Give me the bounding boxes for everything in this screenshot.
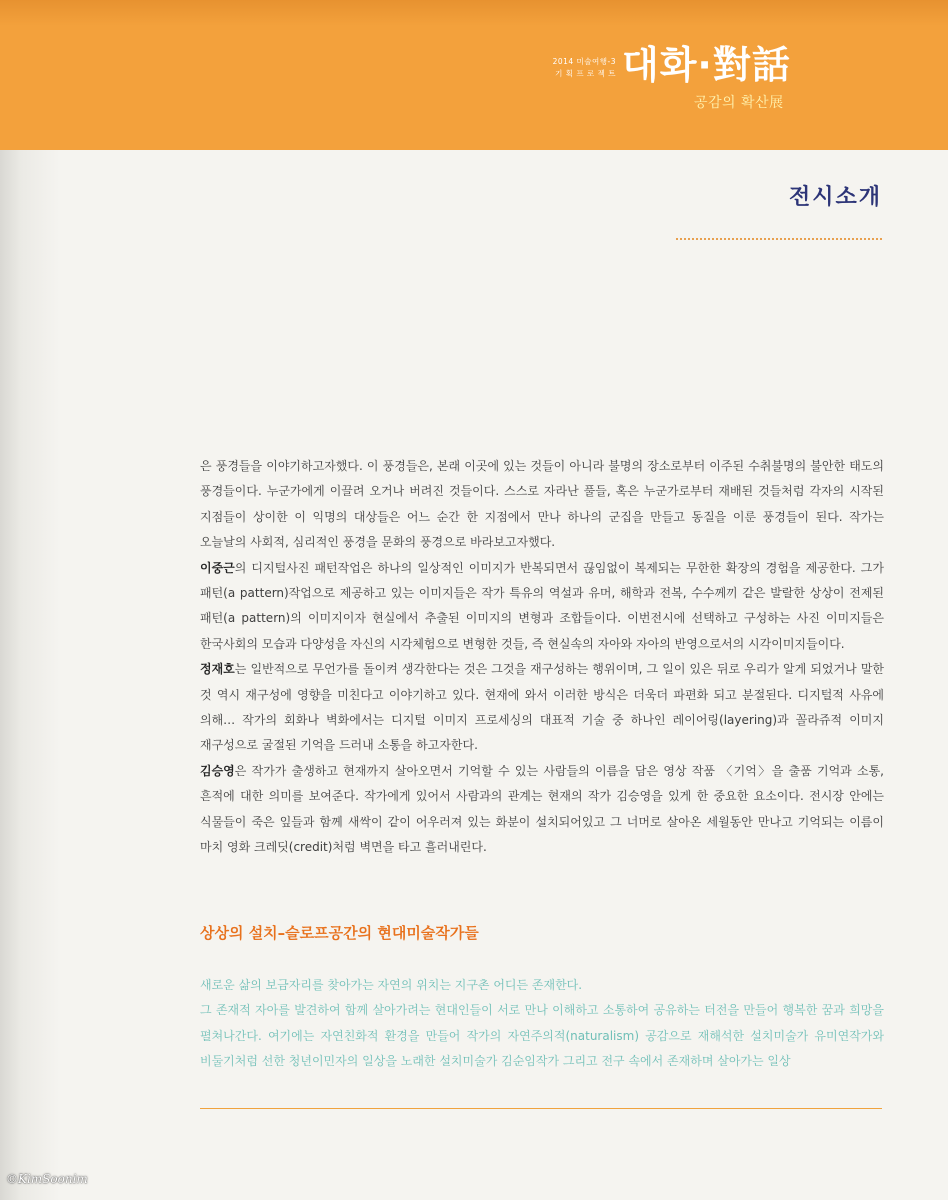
subsection-paragraph: 그 존재적 자아를 발견하여 함께 살아가려는 현대인들이 서로 만나 이해하고 소통하여 공유하는 터전을 만들어 행복한 꿈과 희망을 펼쳐나간다. 여기에는 자연친화적 환경을 만들어 작가의 자연주의적(naturalism) 공감으로 재해석한 설치미술가 유미연작가와 비둘기처럼 선한 청년이민자의 일상을 노래한 설치미술가 김순임작가 그리고 전구 속에서 존재하며 살아가는 일상 — [200, 1003, 884, 1069]
bottom-divider — [200, 1108, 882, 1109]
paragraph-artist — [200, 759, 884, 861]
paragraph-text: 의 디지털사진 패턴작업은 하나의 일상적인 이미지가 반복되면서 끊임없이 복제되는 무한한 확장의 경험을 제공한다. 그가 패턴(a pattern)작업으로 제공하고 있는 이미지들은 작가 특유의 역설과 유머, 해학과 전복, 수수께끼 같은 발랄한 상상이 전제된 패턴(a pattern)의 이미지이자 현실에서 추출된 이미지의 변형과 조합들이다. 이번전시에 선택하고 구성하는 사진 이미지들은 한국사회의 모습과 다양성을 자신의 시각체험으로 변형한 것들, 즉 현실속의 자아와 자아의 반영으로서의 시각이미지들이다. — [200, 560, 884, 651]
exhibition-brand — [498, 44, 878, 124]
paragraph-text: 는 일반적으로 무언가를 돌이켜 생각한다는 것은 그것을 재구성하는 행위이며, 그 일이 있은 뒤로 우리가 알게 되었거나 말한 것 역시 재구성에 영향을 미친다고 이야기하고 있다. 현재에 와서 이러한 방식은 더욱더 파편화 되고 분절된다. 디지털적 사유에 의해… 작가의 회화나 벽화에서는 디지털 이미지 프로세싱의 대표적 기술 중 하나인 레이어링(layering)과 꼴라쥬적 이미지 재구성으로 굴절된 기억을 드러내 소통을 하고자한다. — [200, 662, 884, 753]
artist-name: 정재호 — [200, 662, 235, 677]
header-banner — [0, 0, 948, 150]
paragraph-text: 은 작가가 출생하고 현재까지 살아오면서 기억할 수 있는 사람들의 이름을 담은 영상 작품 〈기억〉을 출품 기억과 소통, 흔적에 대한 의미를 보여준다. 작가에게 있어서 사람과의 관계는 현재의 작가 김승영을 있게 한 중요한 요소이다. 전시장 안에는 식물들이 죽은 잎들과 함께 새싹이 같이 어우러져 있는 화분이 설치되어있고 그 너머로 살아온 세월동안 만나고 기억되는 이름이 마치 영화 크레딧(credit)처럼 벽면을 타고 흘러내린다. — [200, 763, 884, 855]
subsection-heading: 상상의 설치–슬로프공간의 현대미술작가들 — [200, 924, 479, 942]
section-heading: 전시소개 — [788, 185, 882, 210]
paragraph-artist — [200, 556, 884, 658]
series-label — [498, 56, 616, 80]
banner-edge — [0, 0, 948, 26]
artist-name: 이중근 — [200, 560, 235, 575]
series-line-2: 기 획 프 로 젝 트 — [555, 69, 616, 78]
exhibition-subtitle: 공감의 확산展 — [694, 95, 784, 111]
artist-name: 김승영 — [200, 763, 235, 778]
paragraph-artist — [200, 657, 884, 759]
body-text — [200, 454, 884, 861]
photo-credit-watermark: ©KimSoonim — [6, 1172, 88, 1186]
subsection-paragraph: 새로운 삶의 보금자리를 찾아가는 자연의 위치는 지구촌 어디든 존재한다. — [200, 978, 583, 992]
page-gutter-shadow — [0, 0, 60, 1200]
exhibition-title: 대화·對話 — [622, 43, 791, 87]
paragraph-intro — [200, 454, 884, 556]
paragraph-text: 은 풍경들을 이야기하고자했다. 이 풍경들은, 본래 이곳에 있는 것들이 아니라 불명의 장소로부터 이주된 수취불명의 불안한 태도의 풍경들이다. 누군가에게 이끌려 오거나 버려진 것들이다. 스스로 자라난 풀들, 혹은 누군가로부터 재배된 것들처럼 각자의 시작된 지점들이 상이한 이 익명의 대상들은 어느 순간 한 지점에서 만나 하나의 군집을 만들고 동질을 이룬 풍경들이 된다. 작가는 오늘날의 사회적, 심리적인 풍경을 문화의 풍경으로 바라보고자했다. — [200, 459, 884, 550]
subsection-text — [200, 973, 884, 1075]
series-line-1: 2014 미술여행-3 — [552, 57, 616, 66]
dotted-divider — [676, 238, 882, 240]
